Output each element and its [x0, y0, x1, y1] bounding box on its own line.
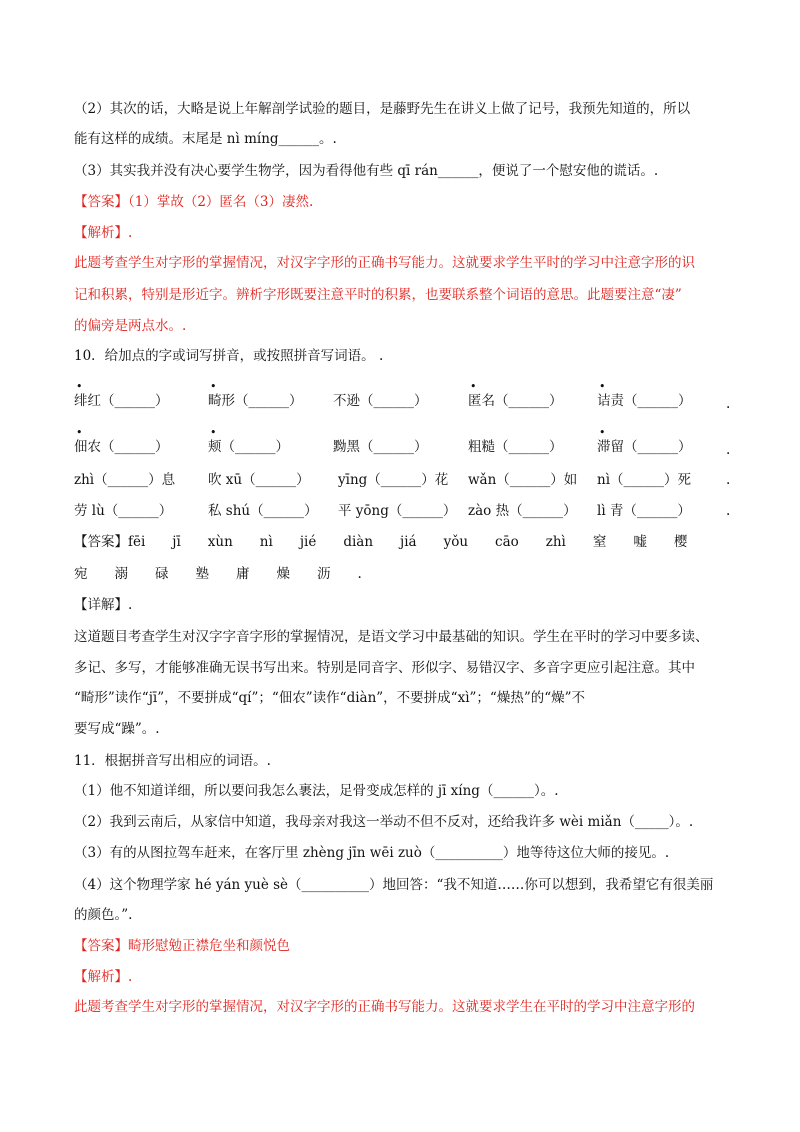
grid-item: zhì（______）息 [74, 472, 176, 488]
grid-item: 不逊（______） [333, 393, 428, 409]
question-line: （3）有的从图拉驾车赶来，在客厅里 zhèng jīn wēi zuò（__________）地等待这位大师的接见。. [74, 845, 670, 861]
grid-item: • 绯红（______） [74, 380, 169, 409]
grid-item: wǎn（______）如 [468, 472, 578, 488]
emphasis-dot: • [470, 380, 477, 393]
grid-item: • 滞留（______） [597, 426, 692, 455]
answer-line: 【答案】fēi jī xùn nì jié diàn jiá yǒu cāo zhì 窒 嘘 樱 [74, 534, 688, 550]
analysis-heading: 【解析】. [74, 969, 133, 985]
grid-item: • 诘责（______） [597, 380, 692, 409]
analysis-heading: 【详解】. [74, 597, 133, 613]
analysis-text: 多记、多写，才能够准确无误书写出来。特别是同音字、形似字、易错汉字、多音字更应引起注意。其中 [74, 660, 695, 676]
emphasis-dot: • [76, 380, 83, 393]
analysis-text: “畸形”读作“jī”，不要拼成“qí”；“佃农”读作“diàn”，不要拼成“xì”；“燥热”的“燥”不 [74, 690, 586, 706]
emphasis-dot: • [210, 380, 217, 393]
answer-line: 【答案】畸形慰勉正襟危坐和颜悦色 [74, 938, 290, 954]
question-line: （4）这个物理学家 hé yán yuè sè（__________）地回答：“我不知道……你可以想到，我希望它有很美丽 [74, 877, 714, 893]
question-line: 的颜色。”. [74, 907, 133, 923]
grid-item: zào 热（______） [468, 503, 577, 519]
grid-item: yīng（______）花 [338, 472, 449, 488]
question-line: （2）我到云南后，从家信中知道，我母亲对我这一举动不但不反对，还给我许多 wèi miǎn（_____）。. [74, 814, 694, 830]
grid-item: 平 yōng（______） [338, 503, 457, 519]
analysis-text: 这道题目考查学生对汉字字音字形的掌握情况，是语文学习中最基础的知识。学生在平时的学习中要多读、 [74, 629, 709, 645]
analysis-text: 的偏旁是两点水。. [74, 318, 187, 334]
analysis-text: 此题考查学生对字形的掌握情况，对汉字字形的正确书写能力。这就要求学生在平时的学习中注意字形的 [74, 999, 695, 1015]
grid-item: • 匿名（______） [468, 380, 563, 409]
question-line: （3）其实我并没有决心要学生物学，因为看得他有些 qī rán______，便说了一个慰安他的谎话。. [74, 163, 659, 179]
question-line: （2）其次的话，大略是说上年解剖学试验的题目，是藤野先生在讲义上做了记号，我预先知道的，所以 [74, 101, 691, 117]
grid-item: • 颊（______） [208, 426, 289, 455]
grid-item: 黝黑（______） [333, 439, 428, 455]
grid-item: 私 shú（______） [208, 503, 318, 519]
row-end-mark: . [726, 472, 731, 488]
answer-line: 【答案】（1）掌故（2）匿名（3）凄然. [74, 194, 314, 210]
question-title: 11．根据拼音写出相应的词语。. [74, 753, 271, 769]
row-end-mark: . [726, 396, 731, 412]
emphasis-dot: • [599, 426, 606, 439]
grid-item: nì（______）死 [597, 472, 692, 488]
emphasis-dot: • [76, 426, 83, 439]
row-end-mark: . [726, 442, 731, 458]
question-line: 能有这样的成绩。末尾是 nì míng______。. [74, 131, 337, 147]
question-title: 10．给加点的字或词写拼音，或按照拼音写词语。 . [74, 348, 384, 364]
analysis-text: 此题考查学生对字形的掌握情况，对汉字字形的正确书写能力。这就要求学生平时的学习中注意字形的识 [74, 255, 695, 271]
grid-item: • 佃农（______） [74, 426, 169, 455]
row-end-mark: . [726, 503, 731, 519]
exercise-grid [74, 380, 754, 522]
grid-item: • 畸形（______） [208, 380, 303, 409]
analysis-heading: 【解析】. [74, 225, 133, 241]
answer-line: 宛 溺 碌 塾 庸 燥 沥 . [74, 566, 362, 582]
grid-item: 吹 xū（______） [208, 472, 310, 488]
grid-item: 粗糙（______） [468, 439, 563, 455]
emphasis-dot: • [599, 380, 606, 393]
grid-item: 劳 lù（______） [74, 503, 173, 519]
question-line: （1）他不知道详细，所以要问我怎么裹法，足骨变成怎样的 jī xíng（______）。. [74, 783, 559, 799]
analysis-text: 要写成“躁”。. [74, 721, 160, 737]
grid-item: lì 青（______） [597, 503, 691, 519]
analysis-text: 记和积累，特别是形近字。辨析字形既要注意平时的积累，也要联系整个词语的意思。此题要注意“凄” [74, 287, 682, 303]
emphasis-dot: • [210, 426, 217, 439]
